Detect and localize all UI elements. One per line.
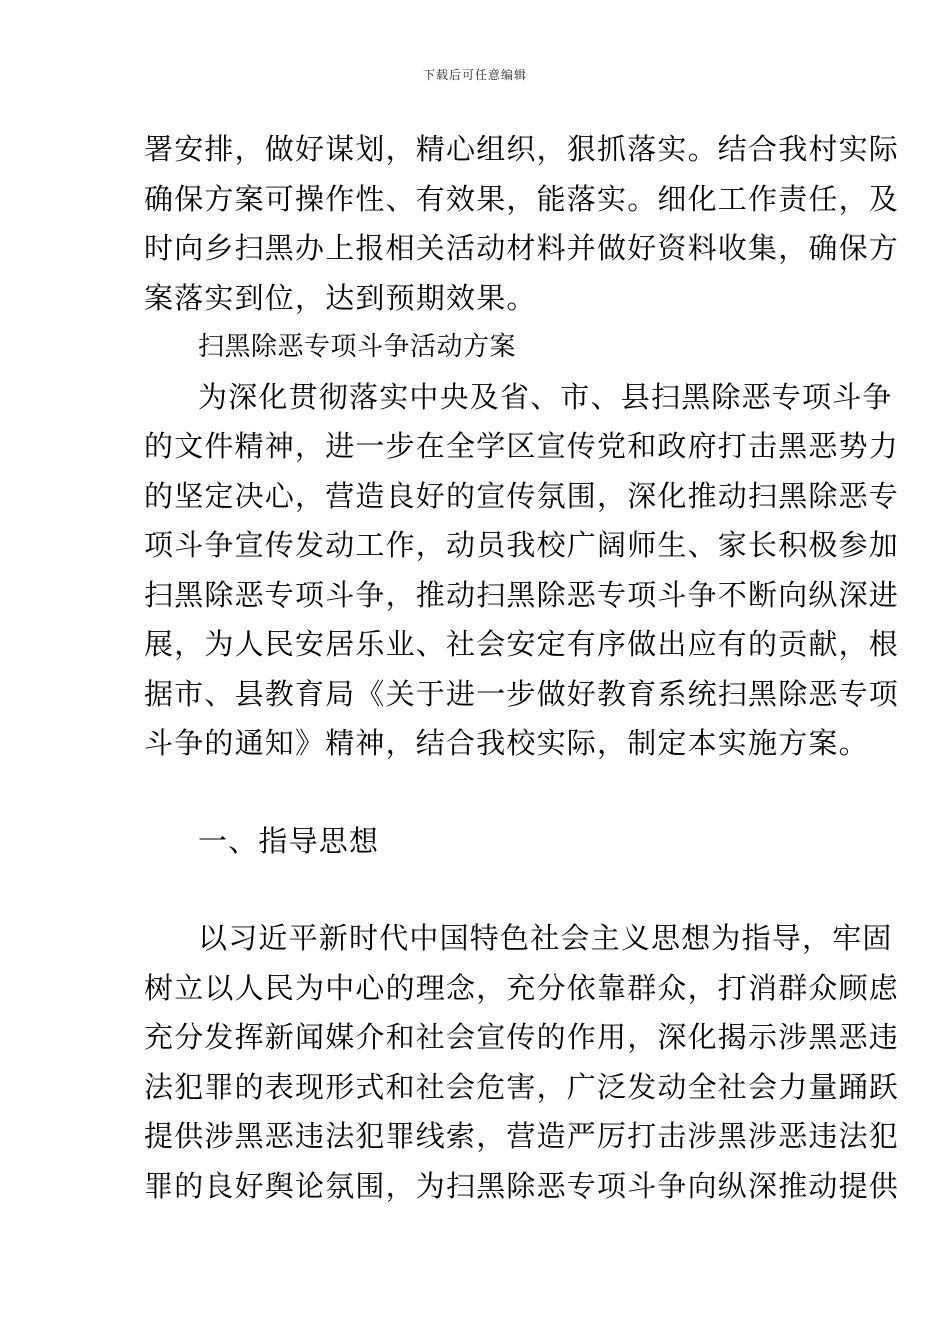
section-title	[144, 323, 808, 373]
text-line: 以习近平新时代中国特色社会主义思想为指导，牢固	[198, 921, 893, 955]
title-line: 扫黑除恶专项斗争活动方案	[198, 332, 517, 362]
text-line: 据市、县教育局《关于进一步做好教育系统扫黑除恶专项	[144, 676, 900, 711]
text-line: 时向乡扫黑办上报相关活动材料并做好资料收集，确保方	[144, 231, 900, 265]
text-line: 确保方案可操作性、有效果，能落实。细化工作责任，及	[144, 181, 900, 216]
text-line: 署安排，做好谋划，精心组织，狠抓落实。结合我村实际	[144, 132, 900, 166]
spacer	[144, 769, 808, 817]
text-line: 案落实到位，达到预期效果。	[144, 280, 537, 315]
text-line: 树立以人民为中心的理念，充分依靠群众，打消群众顾虑	[144, 970, 900, 1005]
text-line: 提供涉黑恶违法犯罪线索，营造严厉打击涉黑涉恶违法犯	[144, 1119, 900, 1153]
text-line: 的文件精神，进一步在全学区宣传党和政府打击黑恶势力	[144, 429, 900, 463]
spacer	[144, 866, 808, 914]
text-line: 充分发挥新闻媒介和社会宣传的作用，深化揭示涉黑恶违	[144, 1020, 900, 1054]
text-line: 项斗争宣传发动工作，动员我校广阔师生、家长积极参加	[144, 528, 900, 562]
paragraph-guiding-thought	[144, 914, 900, 1211]
paragraph-continuation	[144, 125, 900, 323]
text-line: 的坚定决心，营造良好的宣传氛围，深化推动扫黑除恶专	[144, 478, 900, 513]
text-line: 斗争的通知》精神，结合我校实际，制定本实施方案。	[144, 726, 869, 760]
paragraph-intro	[144, 373, 900, 769]
document-body	[144, 125, 900, 1211]
text-line: 为深化贯彻落实中央及省、市、县扫黑除恶专项斗争	[198, 379, 893, 414]
page-header: 下载后可任意编辑	[422, 68, 527, 82]
heading-line: 一、指导思想	[198, 823, 380, 858]
section-heading	[144, 817, 808, 867]
text-line: 展，为人民安居乐业、社会安定有序做出应有的贡献，根	[144, 627, 900, 661]
text-line: 扫黑除恶专项斗争，推动扫黑除恶专项斗争不断向纵深进	[144, 577, 900, 612]
text-line: 法犯罪的表现形式和社会危害，广泛发动全社会力量踊跃	[144, 1069, 900, 1104]
text-line: 罪的良好舆论氛围，为扫黑除恶专项斗争向纵深推动提供	[144, 1168, 900, 1203]
